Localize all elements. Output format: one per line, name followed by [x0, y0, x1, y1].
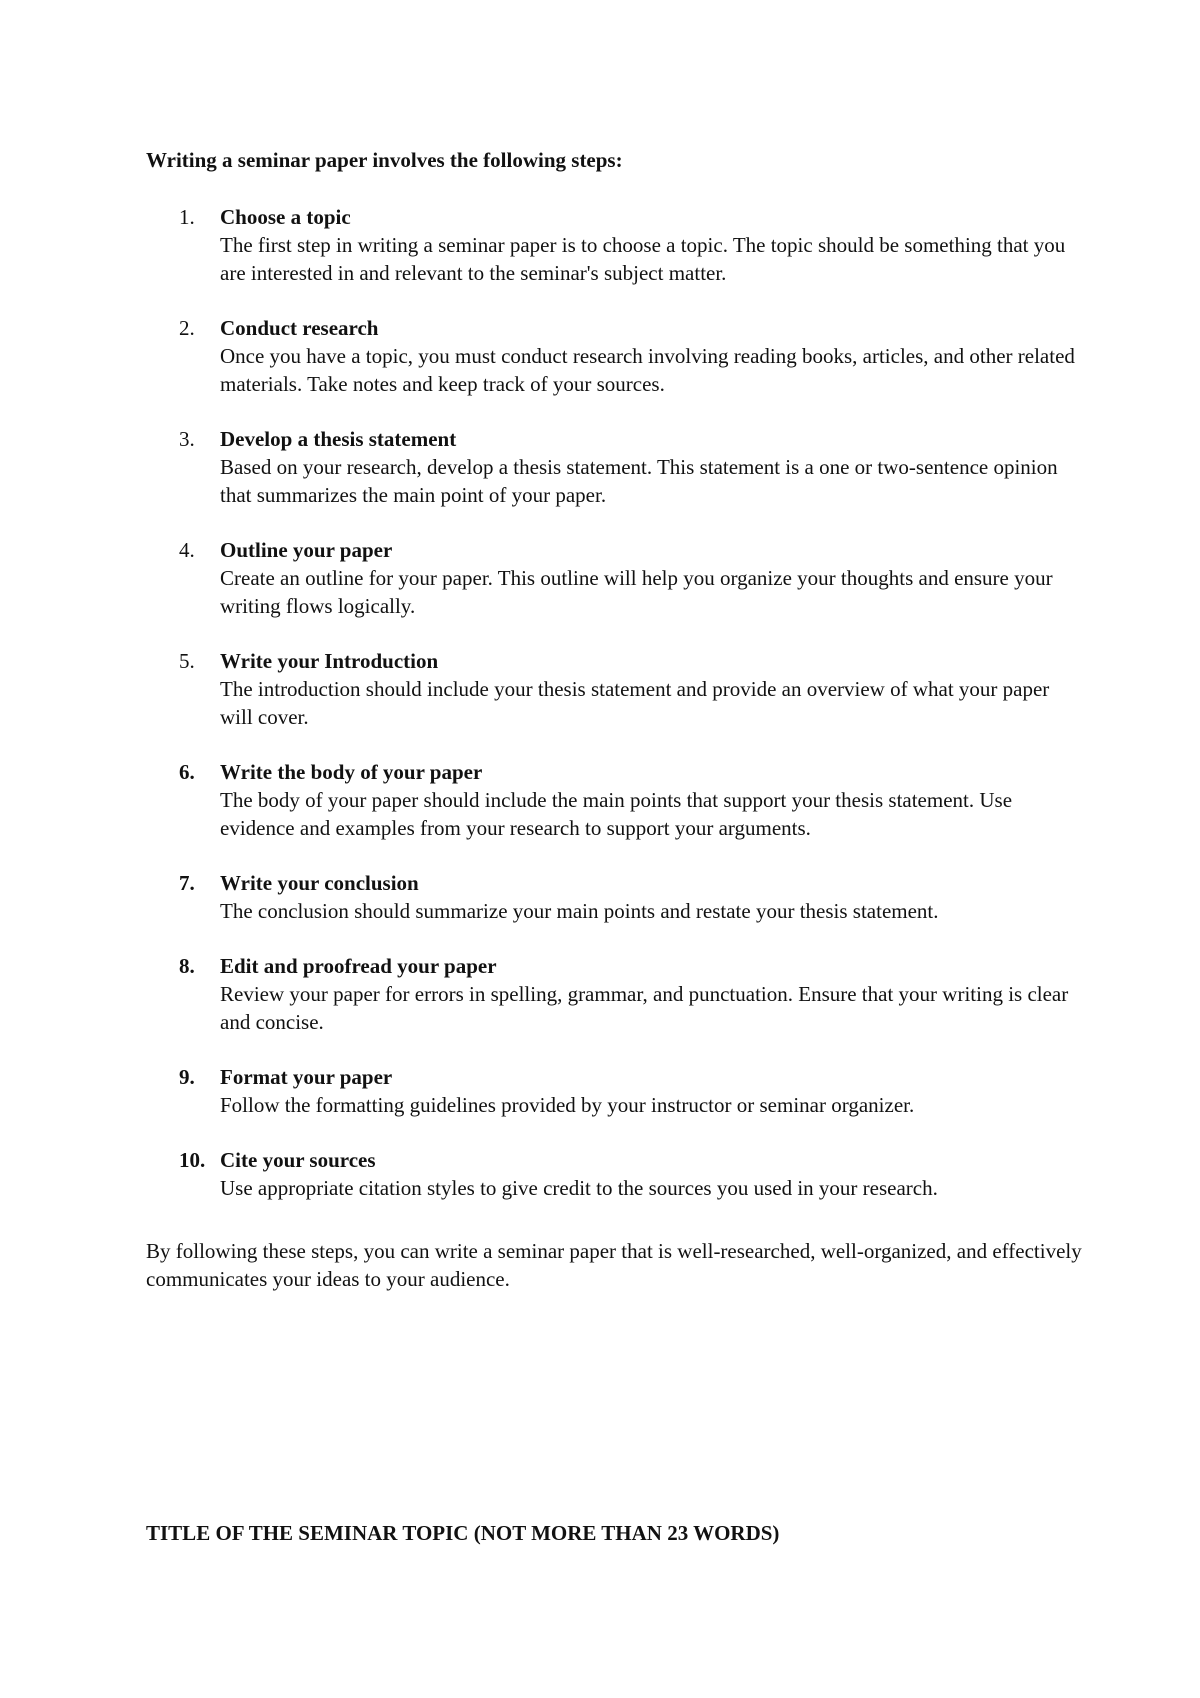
steps-list: [146, 203, 1086, 1229]
step-number: 3.: [179, 427, 195, 451]
step-number: 1.: [179, 205, 195, 229]
step-description: The conclusion should summarize your main points and restate your thesis statement.: [220, 899, 939, 923]
step-title: Outline your paper: [220, 538, 393, 562]
step-description: The body of your paper should include the main points that support your thesis statement. Use evidence and examples from your research to support your arguments.: [220, 788, 1013, 840]
step-description: The first step in writing a seminar paper is to choose a topic. The topic should be something that you are interested in and relevant to the seminar's subject matter.: [220, 233, 1066, 285]
step-description: Use appropriate citation styles to give credit to the sources you used in your research.: [220, 1176, 938, 1200]
step-title: Write your conclusion: [220, 871, 419, 895]
list-item: [146, 536, 1086, 620]
list-item: [146, 425, 1086, 509]
step-description: Follow the formatting guidelines provided by your instructor or seminar organizer.: [220, 1093, 915, 1117]
step-number: 7.: [179, 871, 195, 895]
list-item: [146, 869, 1086, 925]
list-item: [146, 1063, 1086, 1119]
step-number: 6.: [179, 760, 195, 784]
list-item: [146, 1146, 1086, 1202]
seminar-title-placeholder: TITLE OF THE SEMINAR TOPIC (NOT MORE THAN 23 WORDS): [146, 1521, 780, 1545]
closing-paragraph: By following these steps, you can write a seminar paper that is well-researched, well-organized, and effectively communicates your ideas to your audience.: [146, 1239, 1082, 1291]
step-title: Write your Introduction: [220, 649, 439, 673]
step-title: Write the body of your paper: [220, 760, 483, 784]
step-number: 10.: [179, 1148, 206, 1172]
intro-heading: Writing a seminar paper involves the following steps:: [146, 148, 623, 172]
step-title: Edit and proofread your paper: [220, 954, 497, 978]
step-description: Based on your research, develop a thesis statement. This statement is a one or two-sentence opinion that summarizes the main point of your paper.: [220, 455, 1058, 507]
list-item: [146, 647, 1086, 731]
step-number: 4.: [179, 538, 195, 562]
list-item: [146, 758, 1086, 842]
step-title: Choose a topic: [220, 205, 351, 229]
list-item: [146, 203, 1086, 287]
list-item: [146, 314, 1086, 398]
step-number: 5.: [179, 649, 195, 673]
step-description: The introduction should include your thesis statement and provide an overview of what your paper will cover.: [220, 677, 1050, 729]
step-number: 8.: [179, 954, 195, 978]
list-item: [146, 952, 1086, 1036]
step-title: Conduct research: [220, 316, 379, 340]
step-title: Cite your sources: [220, 1148, 376, 1172]
step-description: Create an outline for your paper. This outline will help you organize your thoughts and ensure your writing flows logically.: [220, 566, 1053, 618]
step-title: Develop a thesis statement: [220, 427, 457, 451]
step-number: 2.: [179, 316, 195, 340]
step-title: Format your paper: [220, 1065, 393, 1089]
step-number: 9.: [179, 1065, 195, 1089]
step-description: Review your paper for errors in spelling, grammar, and punctuation. Ensure that your writing is clear and concise.: [220, 982, 1069, 1034]
step-description: Once you have a topic, you must conduct research involving reading books, articles, and other related materials. Take notes and keep track of your sources.: [220, 344, 1075, 396]
